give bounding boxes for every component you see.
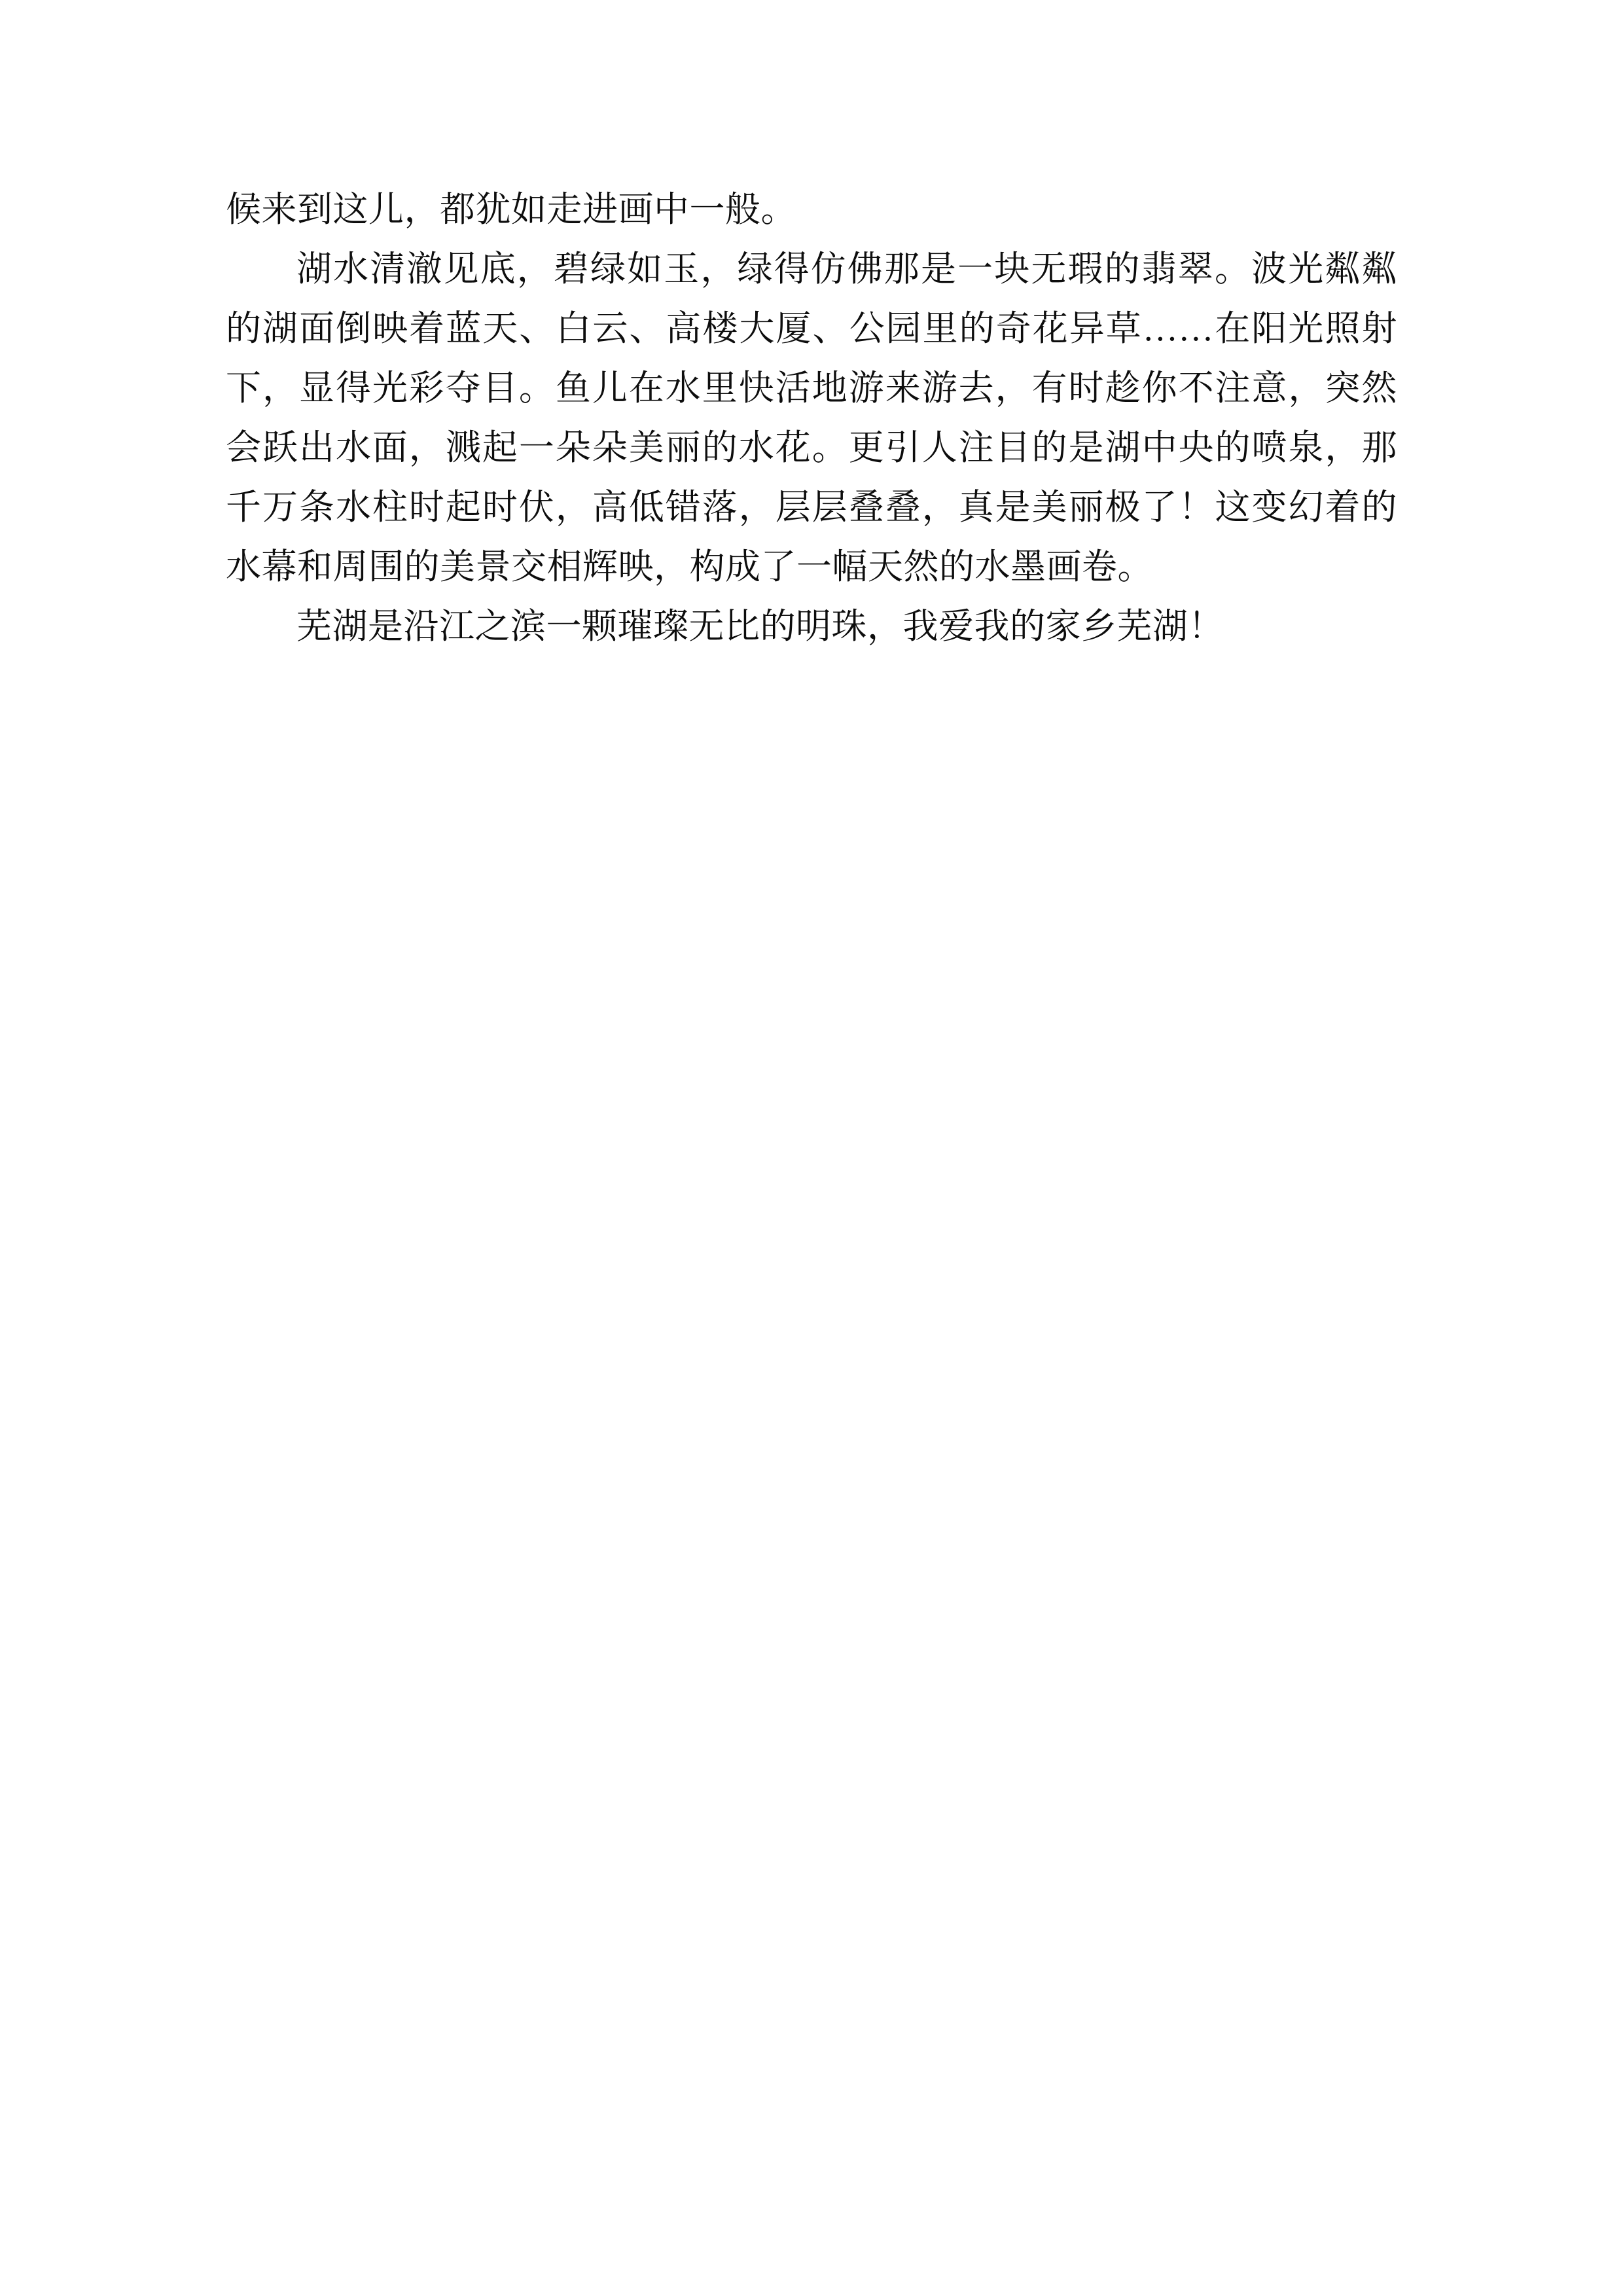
paragraph-3: 芜湖是沿江之滨一颗璀璨无比的明珠，我爱我的家乡芜湖！: [296, 607, 1224, 646]
paragraph-2: 湖水清澈见底，碧绿如玉，绿得仿佛那是一块无瑕的翡翠。波光粼粼的湖面倒映着蓝天、白云、高楼大厦、公园里的奇花异草……在阳光照射下，显得光彩夺目。鱼儿在水里快活地游来游去，有时趁你不注意，突然会跃出水面，溅起一朵朵美丽的水花。更引人注目的是湖中央的喷泉，那千万条水柱时起时伏，高低错落，层层叠叠，真是美丽极了！这变幻着的水幕和周围的美景交相辉映，构成了一幅天然的水墨画卷。: [226, 249, 1397, 586]
paragraph-1: 候来到这儿，都犹如走进画中一般。: [226, 190, 796, 229]
document-text-body: [226, 180, 1397, 656]
